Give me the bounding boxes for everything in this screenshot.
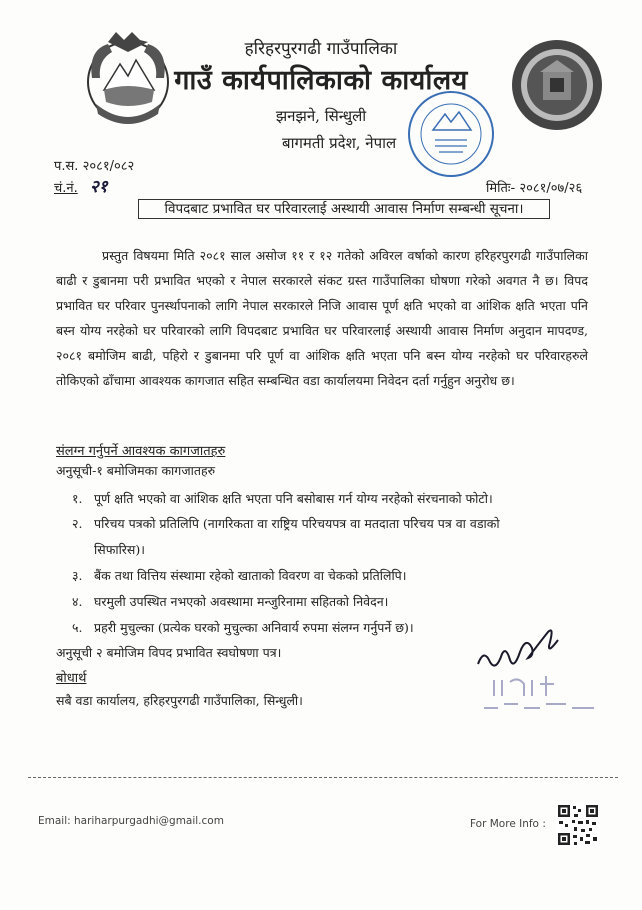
list-item-continuation: सिफारिस)। bbox=[94, 542, 145, 557]
office-location: झनझने, सिन्धुली bbox=[275, 107, 367, 125]
office-province: बागमती प्रदेश, नेपाल bbox=[282, 134, 397, 152]
list-item: ३. बैंक तथा वित्तिय संस्थामा रहेको खाताको विवरण वा चेकको प्रतिलिपि। bbox=[72, 568, 407, 583]
list-item: ४. घरमुली उपस्थित नभएको अवस्थामा मन्जुरिनामा सहितको निवेदन। bbox=[72, 594, 389, 609]
annex-1-label: अनुसूची-१ बमोजिमका कागजातहरु bbox=[56, 463, 216, 478]
dispatch-number bbox=[54, 174, 108, 197]
issue-date: मितिः- २०८१/०७/२६ bbox=[486, 181, 583, 196]
list-item: २. परिचय पत्रको प्रतिलिपि (नागरिकता वा राष्ट्रिय परिचयपत्र वा मतदाता परिचय पत्र वा वडाको bbox=[72, 516, 500, 531]
footer-email: Email: hariharpurgadhi@gmail.com bbox=[38, 815, 224, 827]
cc-heading: बोधार्थ bbox=[56, 671, 87, 686]
dispatch-number-label: चं.नं. bbox=[54, 181, 78, 196]
municipality-name: हरिहरपुरगढी गाउँपालिका bbox=[244, 39, 398, 59]
office-title: गाउँ कार्यपालिकाको कार्यालय bbox=[174, 65, 468, 96]
office-stamp-icon bbox=[405, 88, 497, 180]
footer-more-info: For More Info : bbox=[470, 818, 546, 830]
qr-code-icon[interactable] bbox=[556, 803, 600, 847]
annex-2-label: अनुसूची २ बमोजिम विपद प्रभावित स्वघोषणा पत्र। bbox=[56, 645, 282, 660]
officer-name-stamp-icon bbox=[474, 662, 614, 718]
notice-subject: विपदबाट प्रभावित घर परिवारलाई अस्थायी आवास निर्माण सम्बन्धी सूचना। bbox=[138, 199, 550, 219]
list-item: १. पूर्ण क्षति भएको वा आंशिक क्षति भएता पनि बसोबास गर्न योग्य नरहेको संरचनाको फोटो। bbox=[72, 491, 493, 506]
notice-body: प्रस्तुत विषयमा मिति २०८१ साल असोज ११ र १२ गतेको अविरल वर्षाको कारण हरिहरपुरगढी गाउँपालिका बाढी र डुबानमा परी प्रभावित भएको र नेपाल सरकारले संकट ग्रस्त गाउँपालिका घोषणा गरेको अवगत नै छ। विपद प्रभावित घर परिवार पुनर्स्थापनाको लागि नेपाल सरकारले निजि आवास पूर्ण क्षति भएको वा आंशिक क्षति भएता पनि बस्न योग्य नरहेको घर परिवारको लागि विपदबाट प्रभावित घर परिवारलाई अस्थायी आवास निर्माण अनुदान मापदण्ड, २०८१ बमोजिम बाढी, पहिरो र डुबानमा परि पूर्ण वा आंशिक क्षति भएता पनि बस्न योग्य नरहेको घर परिवारहरुले तोकिएको ढाँचामा आवश्यक कागजात सहित सम्बन्धित वडा कार्यालयमा निवेदन दर्ता गर्नुहुन अनुरोध छ। bbox=[56, 248, 588, 388]
footer-divider bbox=[28, 777, 618, 778]
section-heading: संलग्न गर्नुपर्ने आवश्यक कागजातहरु bbox=[56, 444, 226, 459]
dispatch-number-value: २१ bbox=[89, 177, 108, 197]
municipality-seal-icon bbox=[510, 38, 604, 132]
list-item: ५. प्रहरी मुचुल्का (प्रत्येक घरको मुचुल्का अनिवार्य रुपमा संलग्न गर्नुपर्ने छ)। bbox=[72, 620, 414, 635]
reference-number: प.स. २०८१/०८२ bbox=[54, 159, 135, 174]
cc-recipient: सबै वडा कार्यालय, हरिहरपुरगढी गाउँपालिका, सिन्धुली। bbox=[56, 693, 303, 708]
